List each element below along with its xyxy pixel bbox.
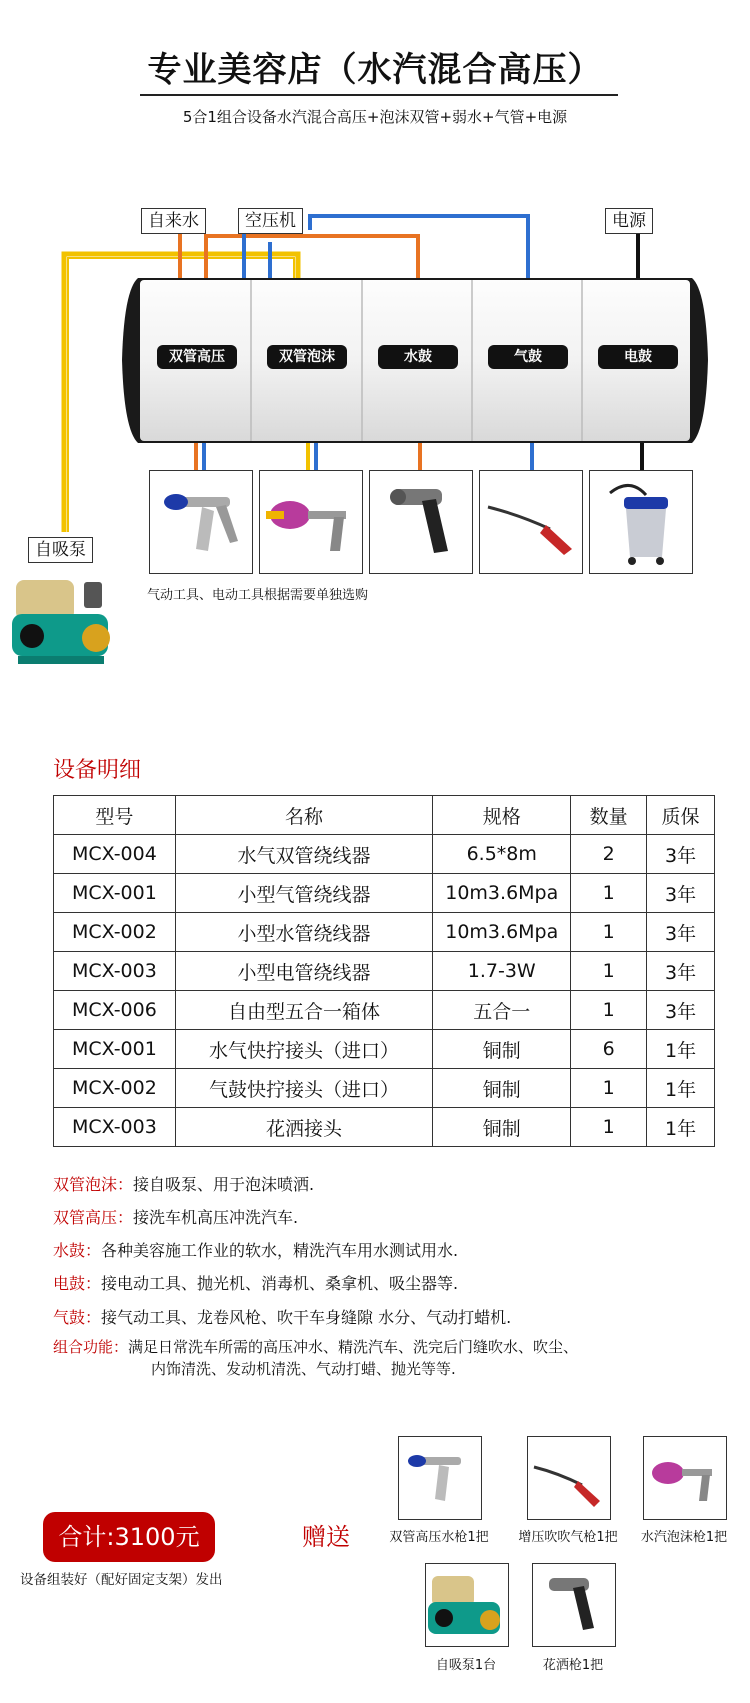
desc-water-drum (53, 1240, 458, 1262)
gift-image-high-pressure-gun (398, 1436, 482, 1520)
desc-power-drum (53, 1273, 458, 1295)
cell-spec: 10m3.6Mpa (433, 913, 571, 952)
gift-caption: 增压吹吹气枪1把 (518, 1530, 618, 1545)
air-pipe-line (270, 244, 272, 278)
water-pump-icon (426, 1564, 508, 1646)
unit-label-double-foam: 双管泡沫 (267, 345, 347, 369)
cell-name: 花洒接头 (175, 1108, 432, 1147)
total-note: 设备组装好（配好固定支架）发出 (20, 1572, 223, 1588)
table-row (54, 1030, 715, 1069)
gift-image-foam-gun (643, 1436, 727, 1520)
gift-image-blow-gun (527, 1436, 611, 1520)
blow-gun-icon (528, 1437, 610, 1519)
gift-image-shower-gun (532, 1563, 616, 1647)
tools-note: 气动工具、电动工具根据需要单独选购 (147, 588, 369, 603)
desc-double-foam (53, 1174, 314, 1196)
desc-key: 组合功能： (53, 1338, 129, 1356)
table-header-row (54, 796, 715, 835)
power-label: 电源 (605, 208, 653, 234)
spray-gun-icon (399, 1437, 481, 1519)
total-price-badge: 合计:3100元 (43, 1512, 215, 1562)
gift-caption: 水汽泡沫枪1把 (640, 1530, 728, 1545)
cell-model: MCX-004 (54, 835, 176, 874)
shower-gun-icon (370, 471, 472, 573)
table-row (54, 1069, 715, 1108)
cell-spec: 铜制 (433, 1069, 571, 1108)
foam-gun-icon (260, 471, 362, 573)
col-header-warranty: 质保 (647, 796, 715, 835)
col-header-model: 型号 (54, 796, 176, 835)
desc-text: 接洗车机高压冲洗汽车. (133, 1208, 299, 1227)
cell-spec: 1.7-3W (433, 952, 571, 991)
cell-warranty: 3年 (647, 952, 715, 991)
cell-qty: 1 (571, 1108, 647, 1147)
desc-text-continued: 内饰清洗、发动机清洗、气动打蜡、抛光等等. (151, 1360, 456, 1378)
cell-name: 小型电管绕线器 (175, 952, 432, 991)
cell-name: 自由型五合一箱体 (175, 991, 432, 1030)
cell-qty: 1 (571, 874, 647, 913)
cell-warranty: 3年 (647, 835, 715, 874)
shower-gun-icon (533, 1564, 615, 1646)
foam-gun-icon (644, 1437, 726, 1519)
cell-model: MCX-002 (54, 913, 176, 952)
table-row (54, 835, 715, 874)
equipment-diagram (0, 0, 750, 700)
gift-title: 赠送 (302, 1523, 350, 1551)
page-title: 专业美容店（水汽混合高压） (147, 50, 603, 90)
desc-text: 接气动工具、龙卷风枪、吹干车身缝隙 水分、气动打蜡机. (101, 1308, 512, 1327)
desc-key: 电鼓： (53, 1274, 102, 1293)
cell-spec: 铜制 (433, 1030, 571, 1069)
tool-high-pressure-gun (149, 470, 253, 574)
col-header-qty: 数量 (571, 796, 647, 835)
unit-label-power-drum: 电鼓 (598, 345, 678, 369)
desc-text: 接电动工具、抛光机、消毒机、桑拿机、吸尘器等. (101, 1274, 459, 1293)
desc-key: 气鼓： (53, 1308, 102, 1327)
cell-qty: 1 (571, 952, 647, 991)
desc-text: 各种美容施工作业的软水，精洗汽车用水测试用水. (101, 1241, 459, 1260)
desc-text: 接自吸泵、用于泡沫喷洒. (133, 1175, 315, 1194)
desc-combined (53, 1336, 578, 1380)
desc-air-drum (53, 1307, 511, 1329)
tap-water-label: 自来水 (141, 208, 206, 234)
col-header-name: 名称 (175, 796, 432, 835)
gift-caption: 花洒枪1把 (542, 1658, 604, 1673)
cell-qty: 6 (571, 1030, 647, 1069)
table-row (54, 913, 715, 952)
desc-text: 满足日常洗车所需的高压冲水、精洗汽车、洗完后门缝吹水、吹尘、 (128, 1338, 579, 1356)
air-compressor-label: 空压机 (238, 208, 303, 234)
self-priming-pump-image (10, 562, 120, 672)
cell-warranty: 1年 (647, 1030, 715, 1069)
cell-name: 小型气管绕线器 (175, 874, 432, 913)
unit-label-double-high-pressure: 双管高压 (157, 345, 237, 369)
details-section-title: 设备明细 (53, 758, 142, 783)
cell-warranty: 1年 (647, 1108, 715, 1147)
table-row (54, 874, 715, 913)
page-subtitle: 5合1组合设备水汽混合高压+泡沫双管+弱水+气管+电源 (182, 108, 568, 126)
tool-foam-gun (259, 470, 363, 574)
cell-spec: 铜制 (433, 1108, 571, 1147)
cell-model: MCX-002 (54, 1069, 176, 1108)
unit-label-water-drum: 水鼓 (378, 345, 458, 369)
desc-key: 双管泡沫： (53, 1175, 134, 1194)
cell-warranty: 3年 (647, 991, 715, 1030)
vacuum-cleaner-icon (590, 471, 692, 573)
gift-caption: 自吸泵1台 (435, 1658, 497, 1673)
blow-gun-icon (480, 471, 582, 573)
cell-spec: 6.5*8m (433, 835, 571, 874)
desc-key: 水鼓： (53, 1241, 102, 1260)
desc-key: 双管高压： (53, 1208, 134, 1227)
table-row (54, 952, 715, 991)
cell-warranty: 3年 (647, 874, 715, 913)
cell-name: 水气快拧接头（进口） (175, 1030, 432, 1069)
unit-label-air-drum: 气鼓 (488, 345, 568, 369)
cell-warranty: 1年 (647, 1069, 715, 1108)
desc-double-high-pressure (53, 1207, 298, 1229)
gift-image-pump (425, 1563, 509, 1647)
cell-name: 小型水管绕线器 (175, 913, 432, 952)
table-row (54, 1108, 715, 1147)
spray-gun-icon (150, 471, 252, 573)
tool-blow-gun (479, 470, 583, 574)
tool-vacuum-cleaner (589, 470, 693, 574)
cell-qty: 2 (571, 835, 647, 874)
col-header-spec: 规格 (433, 796, 571, 835)
cell-qty: 1 (571, 913, 647, 952)
equipment-table (53, 795, 715, 1147)
cell-model: MCX-001 (54, 874, 176, 913)
tool-shower-gun (369, 470, 473, 574)
cell-model: MCX-003 (54, 952, 176, 991)
self-priming-pump-label: 自吸泵 (28, 537, 93, 563)
water-pump-icon (10, 562, 120, 672)
cell-spec: 五合一 (433, 991, 571, 1030)
gift-caption: 双管高压水枪1把 (389, 1530, 489, 1545)
table-row (54, 991, 715, 1030)
cell-name: 气鼓快拧接头（进口） (175, 1069, 432, 1108)
cell-model: MCX-006 (54, 991, 176, 1030)
cell-model: MCX-001 (54, 1030, 176, 1069)
cell-qty: 1 (571, 991, 647, 1030)
cell-spec: 10m3.6Mpa (433, 874, 571, 913)
cell-model: MCX-003 (54, 1108, 176, 1147)
cell-qty: 1 (571, 1069, 647, 1108)
cell-warranty: 3年 (647, 913, 715, 952)
cell-name: 水气双管绕线器 (175, 835, 432, 874)
